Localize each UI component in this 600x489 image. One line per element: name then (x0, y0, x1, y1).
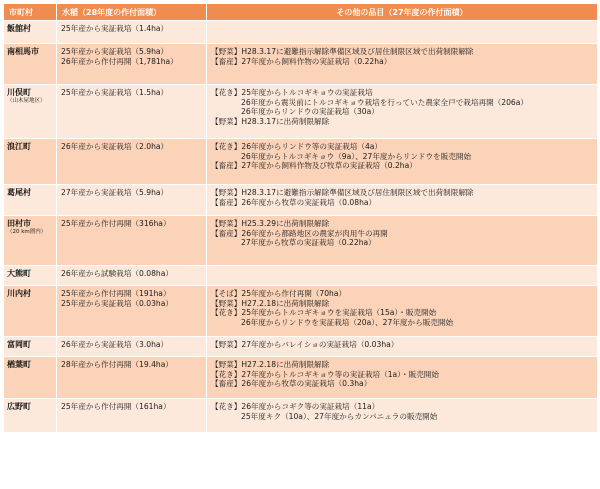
other-items-cell (207, 85, 598, 139)
municipality-name: 川内村 (7, 289, 31, 298)
municipality-cell (4, 85, 57, 139)
other-items-cell (207, 286, 598, 337)
rice-line: 28年産から作付再開（19.4ha） (61, 360, 173, 369)
municipality-cell (4, 286, 57, 337)
rice-cell (57, 337, 207, 357)
table-row (4, 185, 598, 216)
other-item-line: 【野菜】H27.2.18に出荷制限解除 (211, 298, 330, 308)
other-items-cell (207, 216, 598, 266)
municipality-cell (4, 357, 57, 399)
rice-cell (57, 286, 207, 337)
rice-line: 25年産から作付再開（191ha） (61, 289, 171, 298)
other-items-cell (207, 185, 598, 216)
municipality-cell (4, 216, 57, 266)
other-item-line: 【野菜】H25.3.29に出荷制限解除 (211, 219, 330, 228)
rice-line: 25年産から作付再開（161ha） (61, 402, 171, 411)
rice-line: 25年産から実証栽培（1.5ha） (61, 88, 169, 97)
header-rice: 水稲（28年度の作付面積） (57, 4, 207, 21)
municipality-cell (4, 139, 57, 185)
table-row (4, 216, 598, 266)
municipality-cell (4, 44, 57, 85)
other-item-line: 27年度から牧草の実証栽培（0.22ha） (241, 238, 376, 248)
municipality-name: 広野町 (7, 402, 31, 411)
other-items-cell (207, 21, 598, 44)
rice-line: 25年産から実証栽培（1.4ha） (61, 24, 169, 33)
municipality-name: 南相馬市 (7, 47, 39, 56)
other-item-line: 【野菜】H28.3.17に避難指示解除準備区域及び居住制限区域で出荷制限解除 (211, 47, 474, 56)
rice-cell (57, 399, 207, 433)
municipality-name: 浪江町 (7, 142, 31, 151)
other-items-cell (207, 44, 598, 85)
other-item-line: 26年度から震災前にトルコギキョウ栽培を行っていた農家全戸で栽培再開（206a） (241, 97, 528, 107)
rice-line: 25年産から実証栽培（0.03ha） (61, 298, 173, 308)
header-municipality: 市町村 (4, 4, 57, 21)
other-item-line: 26年度からトルコギキョウ（9a）、27年度からリンドウを販売開始 (241, 151, 472, 161)
municipality-name: 富岡町 (7, 340, 31, 349)
table-row (4, 44, 598, 85)
other-item-line: 【花き】26年度からコギク等の実証栽培（11a） (211, 402, 380, 411)
rice-line: 26年産から実証栽培（3.0ha） (61, 340, 169, 349)
other-items-cell (207, 357, 598, 399)
table-row (4, 337, 598, 357)
other-item-line: 【花き】25年度からトルコギキョウを実証栽培（15a）・販売開始 (211, 308, 437, 318)
municipality-name: 葛尾村 (7, 188, 31, 197)
municipality-subarea: （20 km圏内） (7, 228, 47, 235)
rice-line: 25年産から実証栽培（5.9ha） (61, 47, 169, 56)
rice-cell (57, 44, 207, 85)
municipality-name: 川俣町 (7, 88, 31, 97)
rice-line: 26年産から試験栽培（0.08ha） (61, 269, 173, 278)
rice-cell (57, 185, 207, 216)
other-item-line: 【花き】26年度からリンドウ等の実証栽培（4a） (211, 142, 383, 151)
rice-line: 26年産から実証栽培（2.0ha） (61, 142, 169, 151)
other-item-line: 25年度キク（10a）、27年度からカンパニュラの販売開始 (241, 411, 438, 421)
other-item-line: 26年度からリンドウの実証栽培（30a） (241, 107, 379, 117)
other-items-cell (207, 139, 598, 185)
table-body (4, 21, 598, 433)
header-row (4, 4, 598, 21)
table-row (4, 85, 598, 139)
municipality-cell (4, 185, 57, 216)
other-item-line: 【野菜】H28.3.17に避難指示解除準備区域及び居住制限区域で出荷制限解除 (211, 188, 474, 197)
municipality-subarea: （山木屋地区） (7, 97, 46, 104)
rice-line: 25年産から作付再開（316ha） (61, 219, 171, 228)
other-items-cell (207, 337, 598, 357)
other-item-line: 【そば】25年度から作付再開（70ha） (211, 289, 347, 298)
rice-cell (57, 139, 207, 185)
other-item-line: 【野菜】H28.3.17に出荷制限解除 (211, 117, 330, 127)
municipality-cell (4, 337, 57, 357)
other-item-line: 【畜産】26年度から牧草の実証栽培（0.08ha） (211, 197, 377, 207)
table-row (4, 399, 598, 433)
municipality-name: 大熊町 (7, 269, 31, 278)
rice-line: 27年産から実証栽培（5.9ha） (61, 188, 169, 197)
rice-cell (57, 216, 207, 266)
table-row (4, 357, 598, 399)
other-items-cell (207, 266, 598, 286)
rice-cell (57, 266, 207, 286)
municipality-cell (4, 266, 57, 286)
table-row (4, 286, 598, 337)
other-item-line: 【畜産】26年度から都路地区の農家が肉用牛の再開 (211, 228, 388, 238)
other-item-line: 【畜産】27年度から飼料作物の実証栽培（0.22ha） (211, 56, 392, 66)
other-item-line: 【花き】27年度からトルコギキョウ等の実証栽培（1a）・販売開始 (211, 369, 439, 379)
rice-cell (57, 85, 207, 139)
municipality-name: 田村市 (7, 219, 31, 228)
municipality-name: 楢葉町 (7, 360, 31, 369)
table-row (4, 266, 598, 286)
crop-status-table (3, 3, 598, 433)
other-item-line: 26年度からリンドウを実証栽培（20a）、27年度から販売開始 (241, 318, 454, 328)
table-row (4, 139, 598, 185)
municipality-cell (4, 21, 57, 44)
rice-cell (57, 21, 207, 44)
municipality-cell (4, 399, 57, 433)
rice-line: 26年産から作付再開（1,781ha） (61, 56, 178, 66)
other-items-cell (207, 399, 598, 433)
table-row (4, 21, 598, 44)
other-item-line: 【畜産】27年度から飼料作物及び牧草の実証栽培（0.2ha） (211, 161, 417, 171)
other-item-line: 【野菜】27年度からバレイショの実証栽培（0.03ha） (211, 340, 399, 349)
other-item-line: 【野菜】H27.2.18に出荷制限解除 (211, 360, 330, 369)
other-item-line: 【畜産】26年度から牧草の実証栽培（0.3ha） (211, 379, 372, 389)
municipality-name: 飯舘村 (7, 24, 31, 33)
header-other-items: その他の品目（27年度の作付面積） (207, 4, 598, 21)
rice-cell (57, 357, 207, 399)
other-item-line: 【花き】25年度からトルコギキョウの実証栽培 (211, 88, 373, 97)
